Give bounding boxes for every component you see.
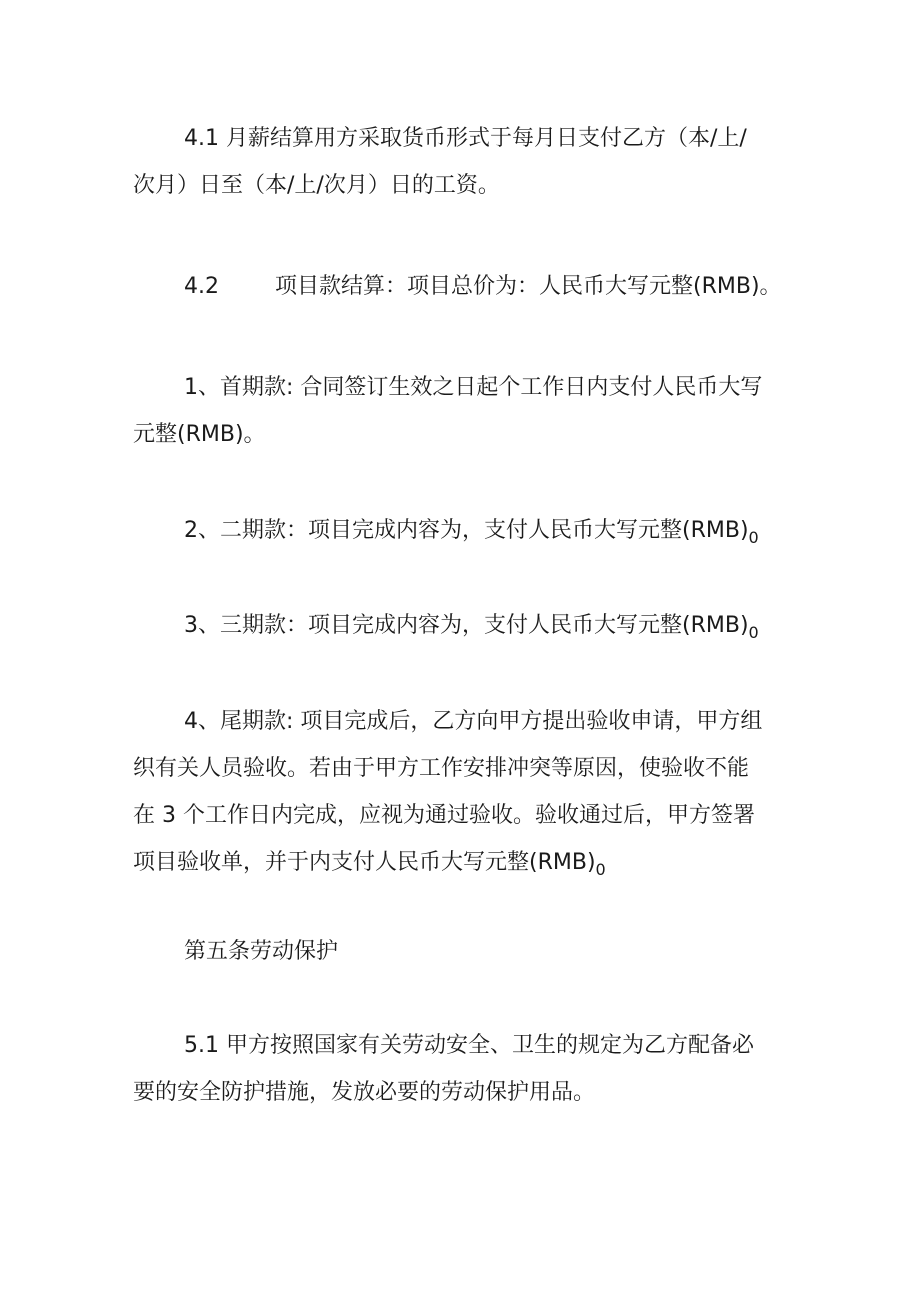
- subscript-mark: 0: [595, 860, 606, 879]
- text-line: [82, 839, 803, 893]
- text-line: 织有关人员验收。若由于甲方工作安排冲突等原因，使验收不能: [133, 756, 750, 781]
- text-line: 要的安全防护措施，发放必要的劳动保护用品。: [133, 1080, 596, 1105]
- text-line: 4、尾期款: 项目完成后，乙方向甲方提出验收申请，甲方组: [184, 709, 763, 734]
- text-line: 4.1 月薪结算用方采取货币形式于每月日支付乙方（本/上/: [184, 126, 747, 151]
- paragraph-5-1: [133, 1022, 803, 1116]
- clause-text: 3、三期款：项目完成内容为，支付人民币大写元整(RMB): [184, 613, 749, 638]
- clause-text: 2、二期款：项目完成内容为，支付人民币大写元整(RMB): [184, 518, 749, 543]
- clause-text: 项目验收单，并于内支付人民币大写元整(RMB): [133, 850, 596, 875]
- text-line: 元整(RMB)。: [133, 422, 266, 447]
- heading-text: 第五条劳动保护: [184, 939, 339, 964]
- text-line: [133, 507, 803, 561]
- paragraph-first-payment: [133, 364, 803, 458]
- text-line: 1、首期款: 合同签订生效之日起个工作日内支付人民币大写: [184, 375, 763, 400]
- paragraph-second-payment: [133, 507, 803, 561]
- paragraph-4-2: [133, 263, 803, 310]
- article-heading: [133, 928, 803, 975]
- text-line: [133, 602, 803, 656]
- clause-number: 4.2: [184, 274, 219, 299]
- text-line: 5.1 甲方按照国家有关劳动安全、卫生的规定为乙方配备必: [184, 1033, 754, 1058]
- text-line: 在 3 个工作日内完成，应视为通过验收。验收通过后，甲方签署: [133, 803, 755, 828]
- paragraph-third-payment: [133, 602, 803, 656]
- text-line: [133, 263, 803, 310]
- clause-text: 项目款结算：项目总价为：人民币大写元整(RMB)。: [275, 274, 782, 299]
- subscript-mark: 0: [748, 528, 759, 547]
- paragraph-4-1: [133, 115, 803, 209]
- subscript-mark: 0: [748, 623, 759, 642]
- paragraph-final-payment: [133, 698, 803, 893]
- text-line: 次月）日至（本/上/次月）日的工资。: [133, 173, 500, 198]
